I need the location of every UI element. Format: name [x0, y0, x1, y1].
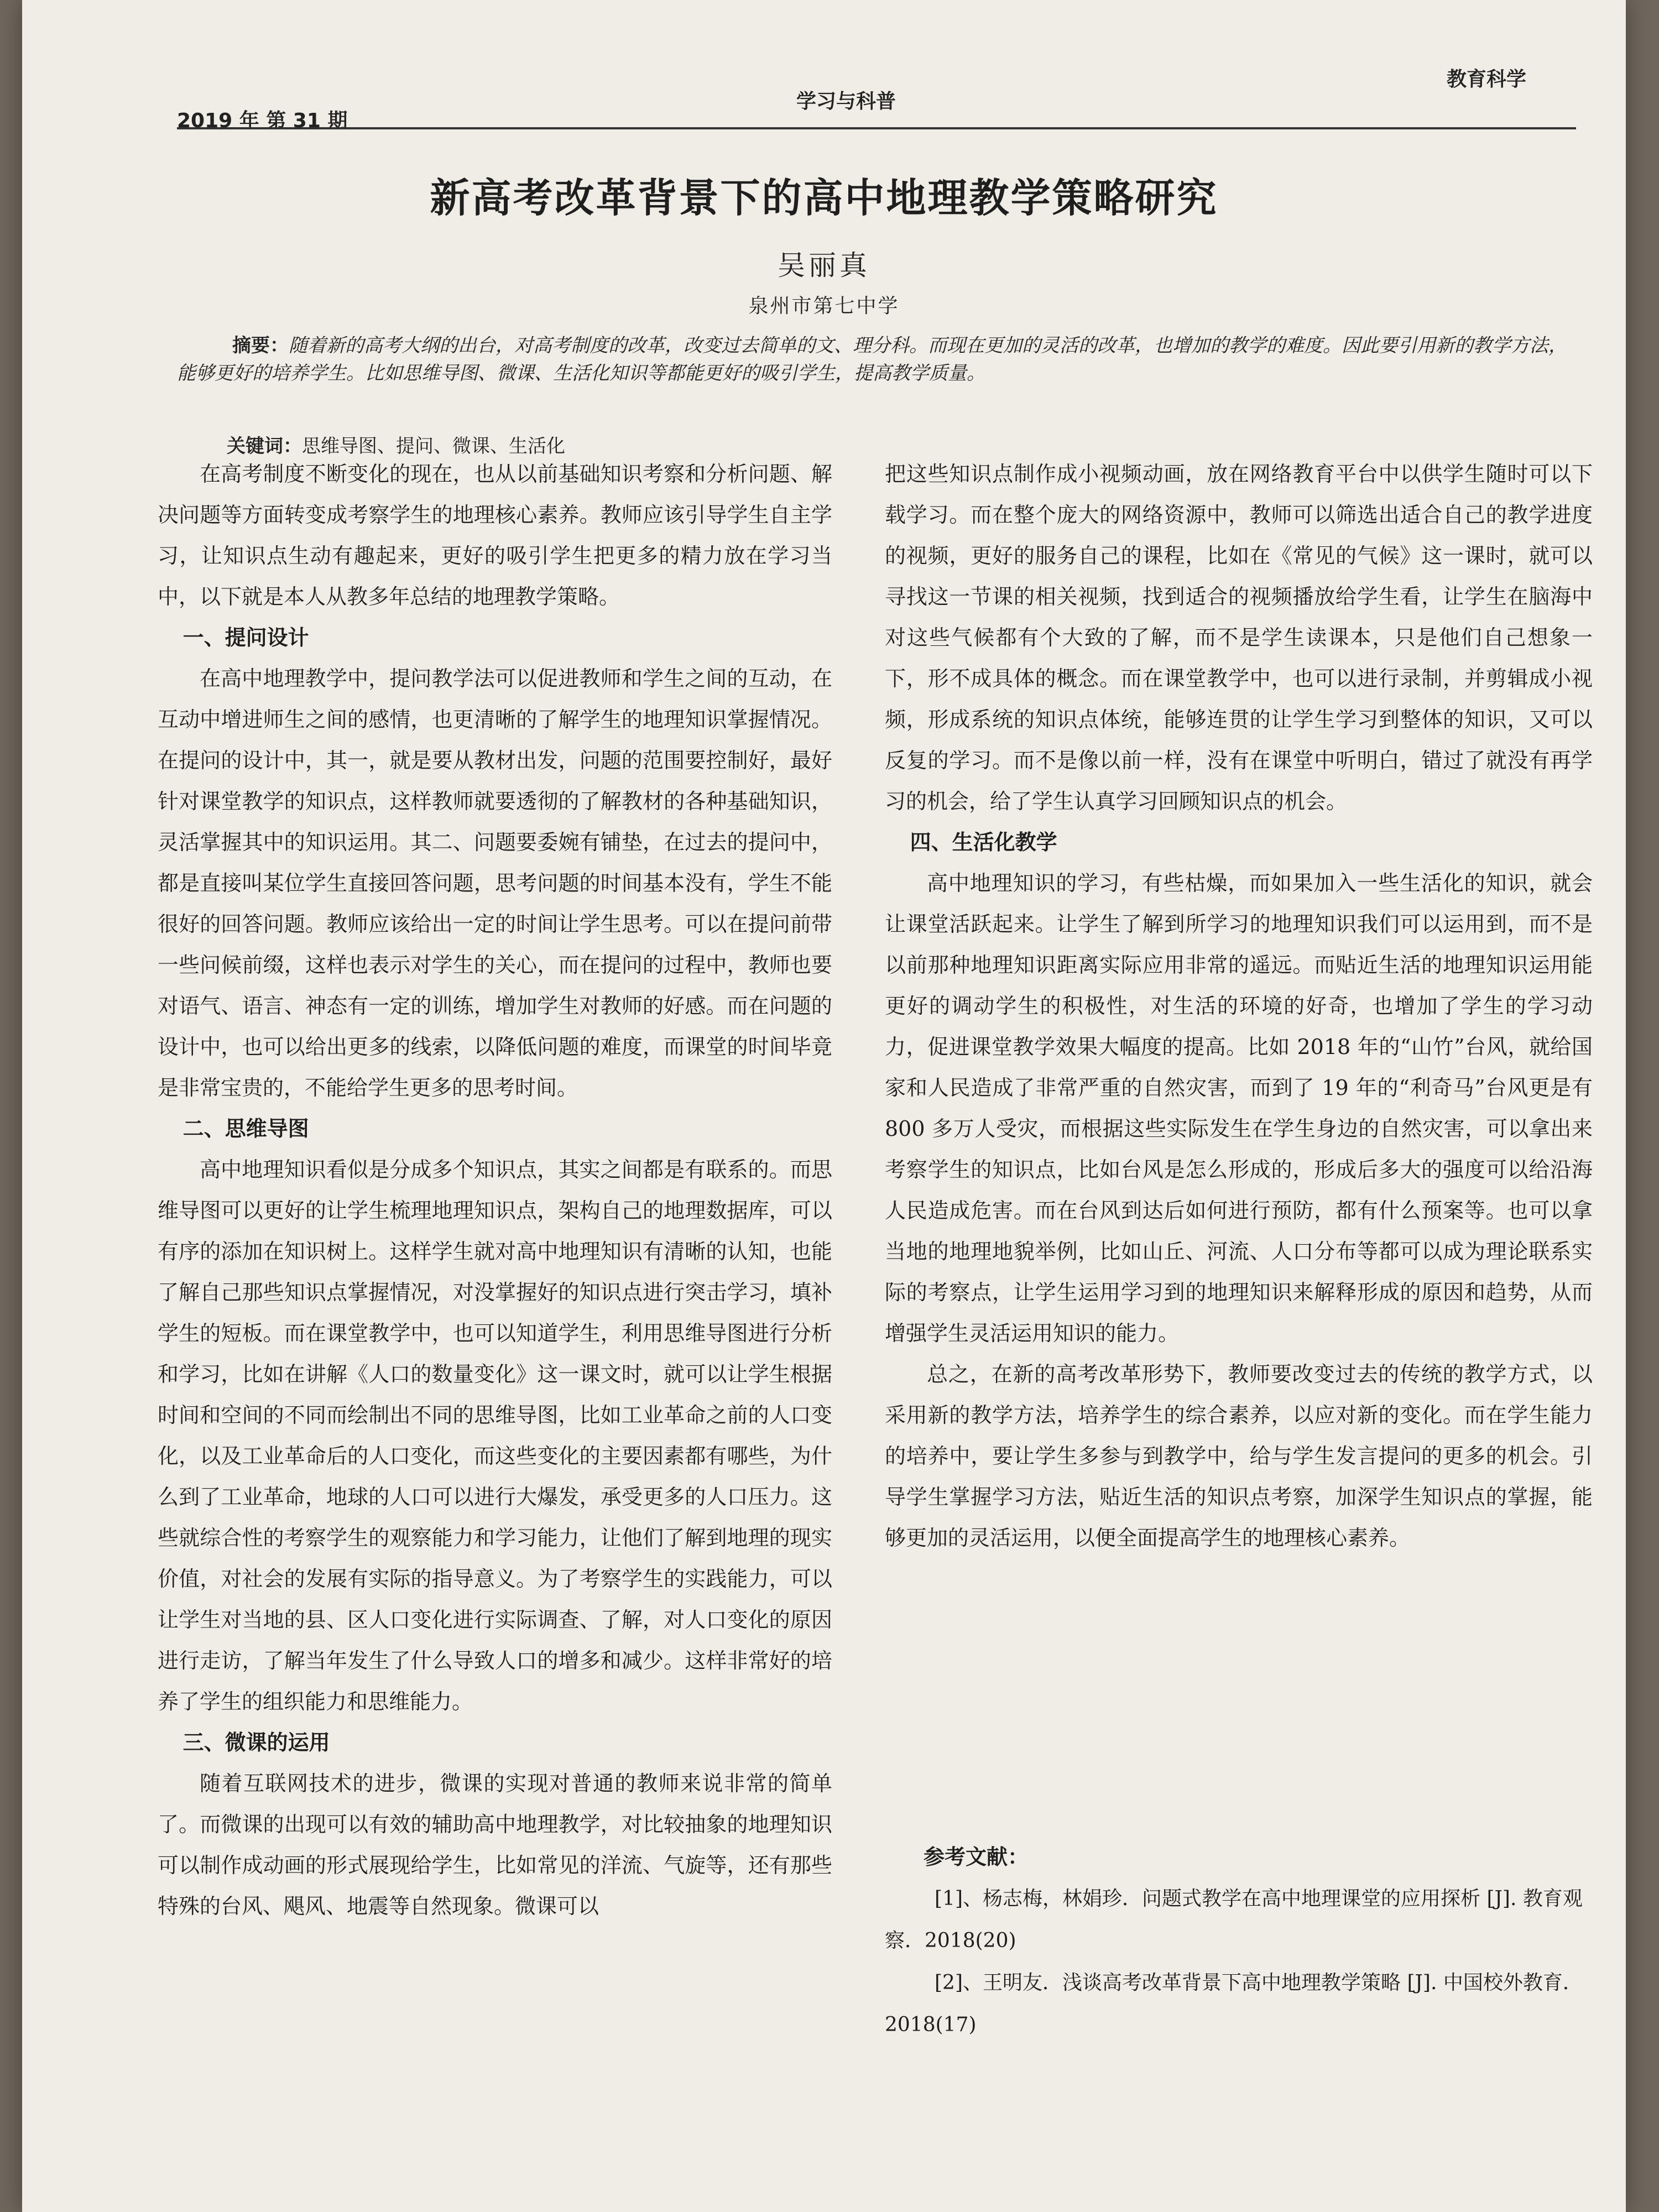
article-title: 新高考改革背景下的高中地理教学策略研究	[430, 175, 1218, 221]
abstract-text: 随着新的高考大纲的出台，对高考制度的改革，改变过去简单的文、理分科。而现在更加的灵活的改革，也增加的教学的难度。因此要引用新的教学方法，能够更好的培养学生。比如思维导图、微课、生活化知识等都能更好的吸引学生，提高教学质量。	[177, 335, 1567, 384]
abstract-label: 摘要：	[232, 335, 289, 357]
reference-item: [2]、王明友．浅谈高考改革背景下高中地理教学策略 [J]. 中国校外教育．2018(17)	[885, 1971, 1583, 2036]
section-heading-questioning: 一、提问设计	[182, 625, 309, 650]
mindmap-paragraph: 高中地理知识看似是分成多个知识点，其实之间都是有联系的。而思维导图可以更好的让学生梳理地理知识点，架构自己的地理数据库，可以有序的添加在知识树上。这样学生就对高中地理知识有清晰的认知，也能了解自己那些知识点掌握情况，对没掌握好的知识点进行突击学习，填补学生的短板。而在课堂教学中，也可以知道学生，利用思维导图进行分析和学习，比如在讲解《人口的数量变化》这一课文时，就可以让学生根据时间和空间的不同而绘制出不同的思维导图，比如工业革命之前的人口变化，以及工业革命后的人口变化，而这些变化的主要因素都有哪些，为什么到了工业革命，地球的人口可以进行大爆发，承受更多的人口压力。这些就综合性的考察学生的观察能力和学习能力，让他们了解到地理的现实价值，对社会的发展有实际的指导意义。为了考察学生的实践能力，可以让学生对当地的县、区人口变化进行实际调查、了解，对人口变化的原因进行走访，了解当年发生了什么导致人口的增多和减少。这样非常好的培养了学生的组织能力和思维能力。	[158, 1157, 832, 1714]
section-heading-microlesson: 三、微课的运用	[182, 1730, 330, 1755]
references	[885, 1836, 1593, 2046]
keywords-text: 思维导图、提问、微课、生活化	[302, 435, 565, 457]
keywords-label: 关键词：	[227, 435, 302, 457]
section-name: 教育科学	[1446, 68, 1526, 91]
references-heading: 参考文献：	[924, 1845, 1029, 1869]
article-author: 吴丽真	[778, 249, 870, 281]
left-column	[158, 453, 832, 1927]
journal-name: 学习与科普	[796, 90, 896, 113]
header-rule	[177, 127, 1576, 129]
issue-label: 2019 年 第 31 期	[177, 109, 348, 132]
life-teaching-paragraph: 高中地理知识的学习，有些枯燥，而如果加入一些生活化的知识，就会让课堂活跃起来。让学生了解到所学习的地理知识我们可以运用到，而不是以前那种地理知识距离实际应用非常的遥远。而贴近生活的地理知识运用能更好的调动学生的积极性，对生活的环境的好奇，也增加了学生的学习动力，促进课堂教学效果大幅度的提高。比如 2018 年的“山竹”台风，就给国家和人民造成了非常严重的自然灾害，而到了 19 年的“利奇马”台风更是有 800 多万人受灾，而根据这些实际发生在学生身边的自然灾害，可以拿出来考察学生的知识点，比如台风是怎么形成的，形成后多大的强度可以给沿海人民造成危害。而在台风到达后如何进行预防，都有什么预案等。也可以拿当地的地理地貌举例，比如山丘、河流、人口分布等都可以成为理论联系实际的考察点，让学生运用学习到的地理知识来解释形成的原因和趋势，从而增强学生灵活运用知识的能力。	[885, 871, 1593, 1345]
intro-paragraph: 在高考制度不断变化的现在，也从以前基础知识考察和分析问题、解决问题等方面转变成考察学生的地理核心素养。教师应该引导学生自主学习，让知识点生动有趣起来，更好的吸引学生把更多的精力放在学习当中，以下就是本人从教多年总结的地理教学策略。	[158, 462, 832, 609]
article-affiliation: 泉州市第七中学	[748, 295, 900, 317]
reference-item: [1]、杨志梅，林娟珍．问题式教学在高中地理课堂的应用探析 [J]. 教育观察．2018(20)	[885, 1887, 1583, 1952]
abstract	[177, 332, 1582, 387]
microlesson-paragraph-continued: 把这些知识点制作成小视频动画，放在网络教育平台中以供学生随时可以下载学习。而在整个庞大的网络资源中，教师可以筛选出适合自己的教学进度的视频，更好的服务自己的课程，比如在《常见的气候》这一课时，就可以寻找这一节课的相关视频，找到适合的视频播放给学生看，让学生在脑海中对这些气候都有个大致的了解，而不是学生读课本，只是他们自己想象一下，形不成具体的概念。而在课堂教学中，也可以进行录制，并剪辑成小视频，形成系统的知识点体统，能够连贯的让学生学习到整体的知识，又可以反复的学习。而不是像以前一样，没有在课堂中听明白，错过了就没有再学习的机会，给了学生认真学习回顾知识点的机会。	[885, 462, 1593, 813]
conclusion-paragraph: 总之，在新的高考改革形势下，教师要改变过去的传统的教学方式，以采用新的教学方法，培养学生的综合素养，以应对新的变化。而在学生能力的培养中，要让学生多参与到教学中，给与学生发言提问的更多的机会。引导学生掌握学习方法，贴近生活的知识点考察，加深学生知识点的掌握，能够更加的灵活运用，以便全面提高学生的地理核心素养。	[885, 1362, 1593, 1550]
right-column	[885, 453, 1593, 1558]
questioning-paragraph: 在高中地理教学中，提问教学法可以促进教师和学生之间的互动，在互动中增进师生之间的感情，也更清晰的了解学生的地理知识掌握情况。在提问的设计中，其一，就是要从教材出发，问题的范围要控制好，最好针对课堂教学的知识点，这样教师就要透彻的了解教材的各种基础知识，灵活掌握其中的知识运用。其二、问题要委婉有铺垫，在过去的提问中，都是直接叫某位学生直接回答问题，思考问题的时间基本没有，学生不能很好的回答问题。教师应该给出一定的时间让学生思考。可以在提问前带一些问候前缀，这样也表示对学生的关心，而在提问的过程中，教师也要对语气、语言、神态有一定的训练，增加学生对教师的好感。而在问题的设计中，也可以给出更多的线索，以降低问题的难度，而课堂的时间毕竟是非常宝贵的，不能给学生更多的思考时间。	[158, 666, 832, 1100]
journal-page	[22, 0, 1626, 2212]
microlesson-paragraph: 随着互联网技术的进步，微课的实现对普通的教师来说非常的简单了。而微课的出现可以有效的辅助高中地理教学，对比较抽象的地理知识可以制作成动画的形式展现给学生，比如常见的洋流、气旋等，还有那些特殊的台风、飓风、地震等自然现象。微课可以	[158, 1771, 832, 1918]
section-heading-mindmap: 二、思维导图	[182, 1117, 309, 1141]
section-heading-life-teaching: 四、生活化教学	[910, 830, 1057, 854]
